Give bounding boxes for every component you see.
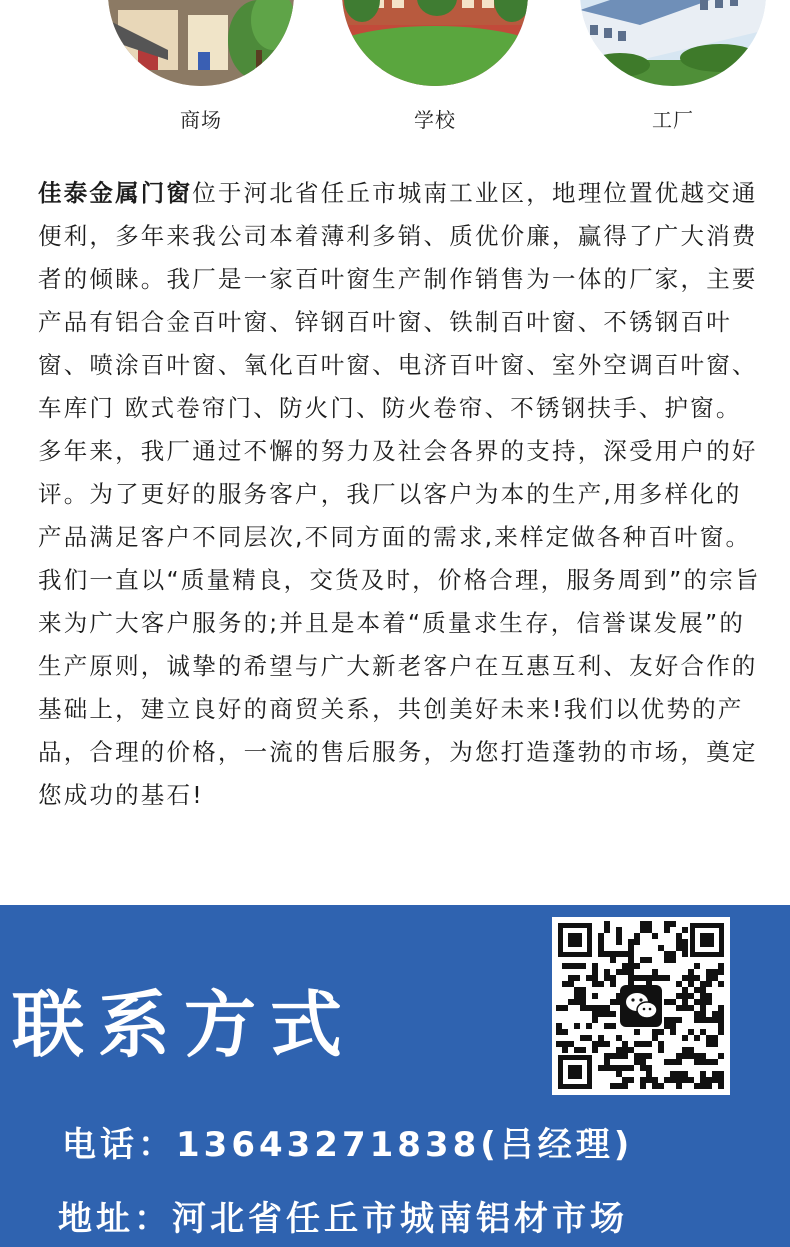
phone-number[interactable]: 电话：13643271838(吕经理) bbox=[62, 1125, 634, 1165]
contact-panel bbox=[0, 905, 790, 1247]
address: 地址：河北省任丘市城南铝材市场 bbox=[58, 1199, 628, 1239]
intro-text: 位于河北省任丘市城南工业区，地理位置优越交通便利，多年来我公司本着薄利多销、质优价廉，赢得了广大消费者的倾睐。我厂是一家百叶窗生产制作销售为一体的厂家，主要产品有铝合金百叶窗、锌钢百叶窗、铁制百叶窗、不锈钢百叶窗、喷涂百叶窗、氧化百叶窗、电济百叶窗、室外空调百叶窗、车库门 欧式卷帘门、防火门、防火卷帘、不锈钢扶手、护窗。 bbox=[38, 179, 758, 422]
wechat-qr-code[interactable] bbox=[552, 917, 730, 1095]
category-tiles bbox=[0, 0, 790, 150]
intro-paragraph bbox=[38, 172, 762, 430]
category-label: 商场 bbox=[180, 108, 222, 132]
category-label: 学校 bbox=[414, 108, 456, 132]
brand-name: 佳泰金属门窗 bbox=[38, 179, 193, 207]
school-photo bbox=[342, 0, 528, 86]
mall-photo bbox=[108, 0, 294, 86]
contact-title: 联系方式 bbox=[12, 983, 357, 1067]
service-paragraph: 多年来，我厂通过不懈的努力及社会各界的支持，深受用户的好评。为了更好的服务客户，我厂以客户为本的生产,用多样化的产品满足客户不同层次,不同方面的需求,来样定做各种百叶窗。 bbox=[38, 437, 758, 551]
principle-paragraph: 我们一直以“质量精良，交货及时，价格合理，服务周到”的宗旨来为广大客户服务的;并且是本着“质量求生存，信誉谋发展”的生产原则，诚挚的希望与广大新老客户在互惠互利、友好合作的基础上，建立良好的商贸关系，共创美好未来!我们以优势的产品，合理的价格，一流的售后服务，为您打造蓬勃的市场，奠定您成功的基石! bbox=[38, 566, 761, 809]
factory-photo bbox=[580, 0, 766, 86]
category-label: 工厂 bbox=[652, 108, 694, 132]
company-intro bbox=[38, 172, 762, 817]
